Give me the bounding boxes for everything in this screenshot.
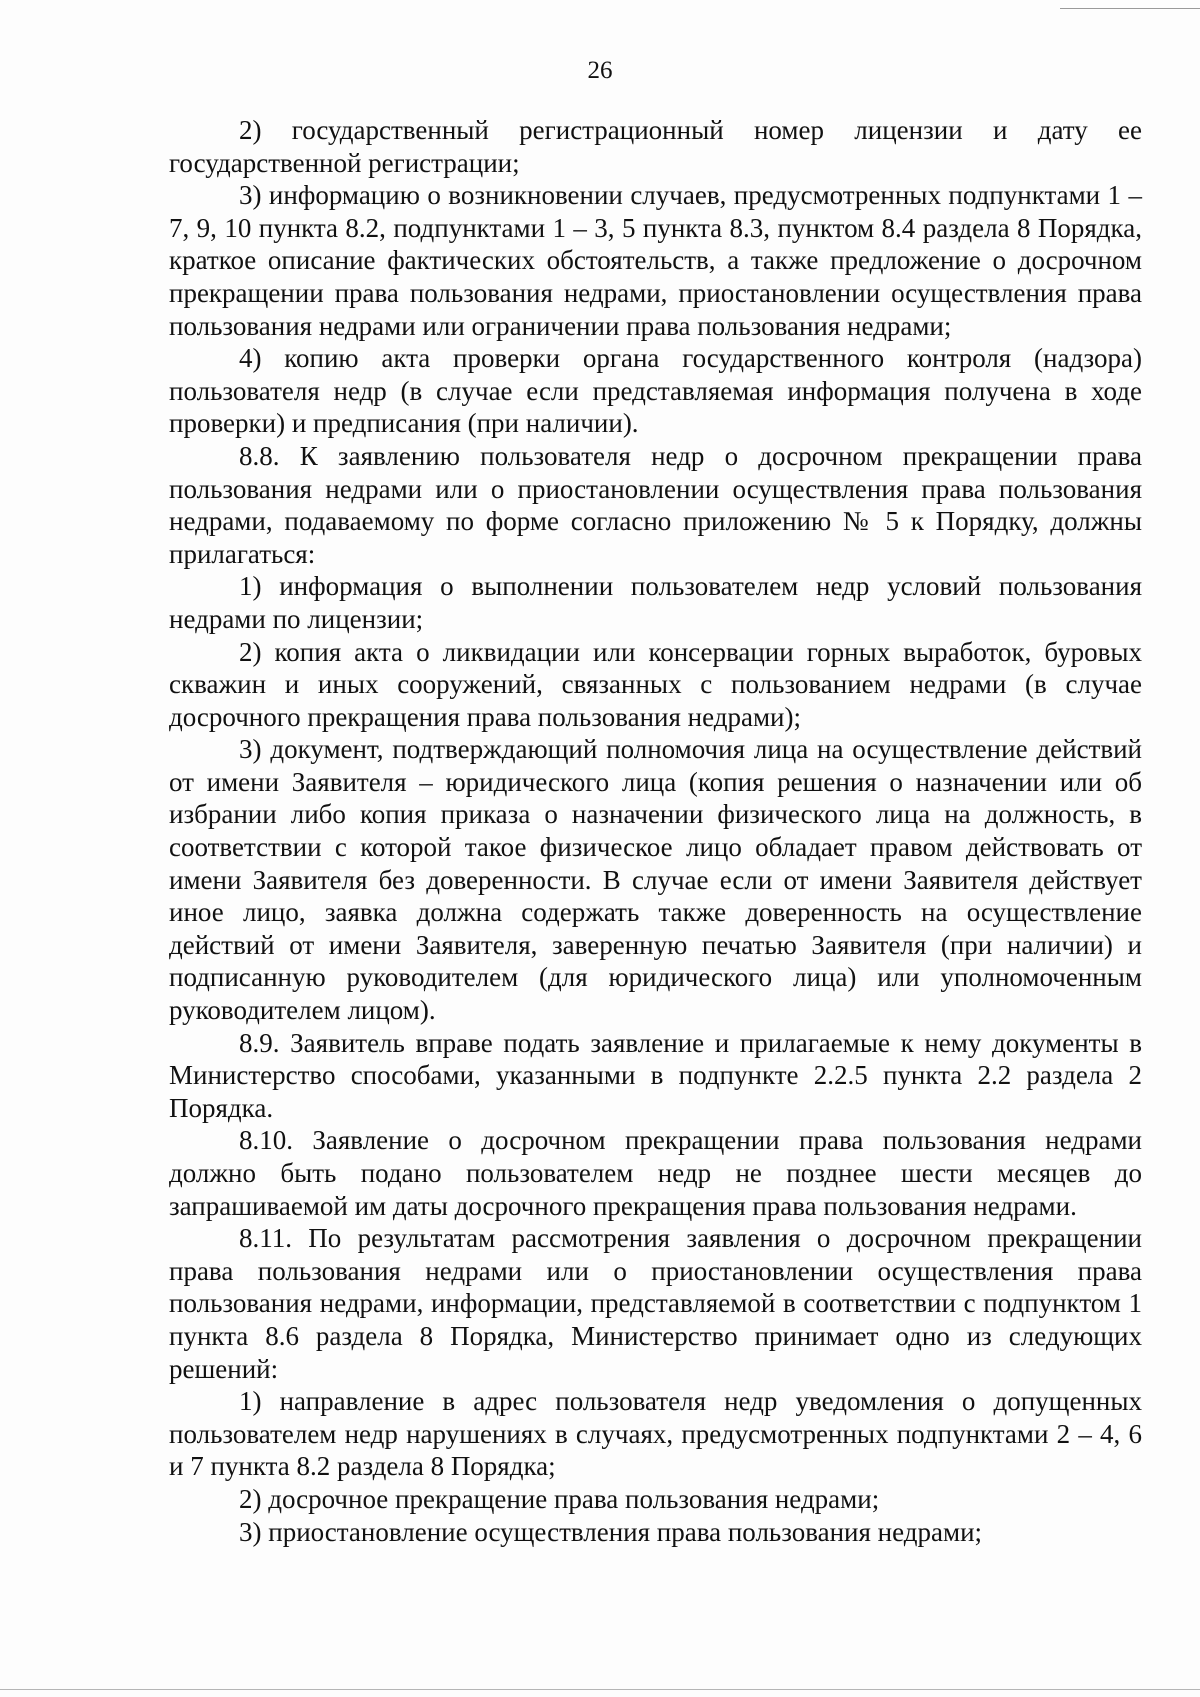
paragraph-8-11-item-2: 2) досрочное прекращение права пользования недрами; [239, 1483, 880, 1514]
scan-edge-line-top [1060, 8, 1200, 9]
paragraph-8-8-item-2: 2) копия акта о ликвидации или консервации горных выработок, буровых скважин и иных сооружений, связанных с пользованием недрами (в случае досрочного прекращения права пользования недрами); [169, 636, 1142, 732]
paragraph-8-11: 8.11. По результатам рассмотрения заявления о досрочном прекращении права пользования недрами или о приостановлении осуществления права пользования недрами, информации, представляемой в соответствии с подпунктом 1 пункта 8.6 раздела 8 Порядка, Министерство принимает одно из следующих решений: [169, 1223, 1142, 1384]
paragraph-item-3-information: 3) информацию о возникновении случаев, предусмотренных подпунктами 1 – 7, 9, 10 пункта 8.2, подпунктами 1 – 3, 5 пункта 8.3, пунктом 8.4 раздела 8 Порядка, краткое описание фактических обстоятельств, а также предложение о досрочном прекращении права пользования недрами, приостановлении осуществления права пользования недрами или ограничении права пользования недрами; [169, 180, 1142, 341]
paragraph-item-2-license-number: 2) государственный регистрационный номер лицензии и дату ее государственной регистрации; [169, 115, 1142, 178]
paragraph-8-8-item-3: 3) документ, подтверждающий полномочия лица на осуществление действий от имени Заявителя – юридического лица (копия решения о назначении или об избрании либо копия приказа о назначении физического лица на должность, в соответствии с которой такое физическое лицо обладает правом действовать от имени Заявителя без доверенности. В случае если от имени Заявителя действует иное лицо, заявка должна содержать также доверенность на осуществление действий от имени Заявителя, заверенную печатью Заявителя (при наличии) и подписанную руководителем (для юридического лица) или уполномоченным руководителем лицом). [169, 734, 1142, 1026]
paragraph-8-11-item-1: 1) направление в адрес пользователя недр уведомления о допущенных пользователем недр нарушениях в случаях, предусмотренных подпунктами 2 – 4, 6 и 7 пункта 8.2 раздела 8 Порядка; [169, 1386, 1142, 1482]
paragraph-8-10: 8.10. Заявление о досрочном прекращении права пользования недрами должно быть подано пользователем недр не позднее шести месяцев до запрашиваемой им даты досрочного прекращения права пользования недрами. [169, 1125, 1142, 1221]
paragraph-8-11-item-3: 3) приостановление осуществления права пользования недрами; [239, 1516, 983, 1547]
document-body [169, 114, 1142, 1548]
paragraph-8-8-item-1: 1) информация о выполнении пользователем недр условий пользования недрами по лицензии; [169, 571, 1142, 634]
paragraph-8-8: 8.8. К заявлению пользователя недр о досрочном прекращении права пользования недрами или о приостановлении осуществления права пользования недрами, подаваемому по форме согласно приложению № 5 к Порядку, должны прилагаться: [169, 440, 1142, 569]
paragraph-item-4-inspection-act: 4) копию акта проверки органа государственного контроля (надзора) пользователя недр (в случае если представляемая информация получена в ходе проверки) и предписания (при наличии). [169, 343, 1142, 439]
paragraph-8-9: 8.9. Заявитель вправе подать заявление и прилагаемые к нему документы в Министерство способами, указанными в подпункте 2.2.5 пункта 2.2 раздела 2 Порядка. [169, 1027, 1142, 1123]
page-number: 26 [587, 57, 613, 84]
scan-edge-line-bottom [0, 1689, 1200, 1690]
